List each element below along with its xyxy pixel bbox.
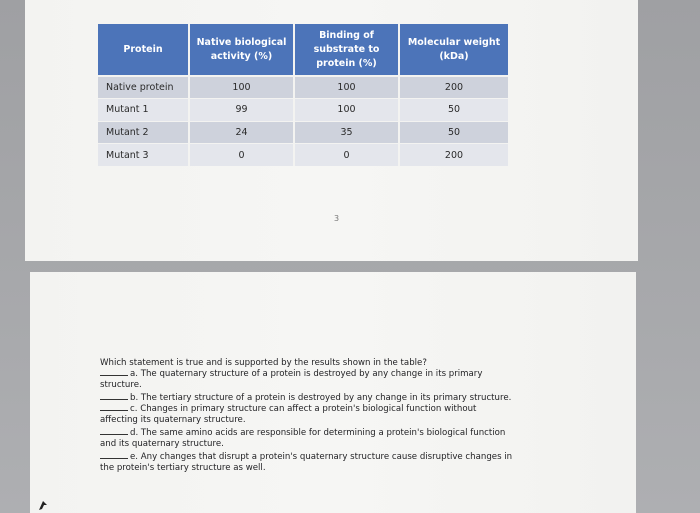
- option-e-continued: the protein's tertiary structure as well.: [100, 463, 266, 473]
- option-a: a. The quaternary structure of a protein is destroyed by any change in its primary: [100, 369, 570, 380]
- question-block: [100, 358, 570, 474]
- page-number: 3: [334, 214, 340, 223]
- option-a-continued: structure.: [100, 380, 142, 390]
- option-d: d. The same amino acids are responsible for determining a protein's biological function: [100, 428, 570, 439]
- cell-protein: Mutant 2: [98, 121, 189, 144]
- answer-blank-c[interactable]: [100, 410, 128, 411]
- table-row: [98, 76, 508, 99]
- table-header-row: [98, 24, 508, 76]
- cell-activity: 99: [189, 99, 294, 122]
- cell-weight: 50: [399, 99, 508, 122]
- cell-protein: Mutant 1: [98, 99, 189, 122]
- cell-weight: 200: [399, 144, 508, 167]
- cell-weight: 50: [399, 121, 508, 144]
- option-e: e. Any changes that disrupt a protein's quaternary structure cause disruptive changes in: [100, 452, 570, 463]
- protein-data-table: [98, 24, 508, 166]
- answer-blank-a[interactable]: [100, 375, 128, 376]
- document-page-top: [25, 0, 638, 261]
- option-d-continued: and its quaternary structure.: [100, 439, 224, 449]
- option-c: c. Changes in primary structure can affect a protein's biological function without: [100, 404, 570, 415]
- header-protein: Protein: [98, 24, 189, 76]
- option-b: b. The tertiary structure of a protein is destroyed by any change in its primary structure.: [100, 393, 570, 404]
- table-row: [98, 121, 508, 144]
- header-substrate-binding: Binding of substrate to protein (%): [294, 24, 399, 76]
- header-native-activity: Native biological activity (%): [189, 24, 294, 76]
- table-row: [98, 144, 508, 167]
- answer-blank-b[interactable]: [100, 399, 128, 400]
- cell-activity: 0: [189, 144, 294, 167]
- cell-binding: 35: [294, 121, 399, 144]
- document-page-bottom: [30, 272, 636, 513]
- answer-blank-d[interactable]: [100, 434, 128, 435]
- cell-protein: Native protein: [98, 76, 189, 99]
- mouse-cursor-icon: [38, 499, 48, 511]
- cell-binding: 0: [294, 144, 399, 167]
- header-molecular-weight: Molecular weight (kDa): [399, 24, 508, 76]
- option-c-continued: affecting its quaternary structure.: [100, 415, 246, 425]
- table-row: [98, 99, 508, 122]
- cell-binding: 100: [294, 99, 399, 122]
- question-prompt: Which statement is true and is supported by the results shown in the table?: [100, 358, 427, 368]
- cell-weight: 200: [399, 76, 508, 99]
- cell-activity: 100: [189, 76, 294, 99]
- cell-binding: 100: [294, 76, 399, 99]
- cell-activity: 24: [189, 121, 294, 144]
- cell-protein: Mutant 3: [98, 144, 189, 167]
- answer-blank-e[interactable]: [100, 458, 128, 459]
